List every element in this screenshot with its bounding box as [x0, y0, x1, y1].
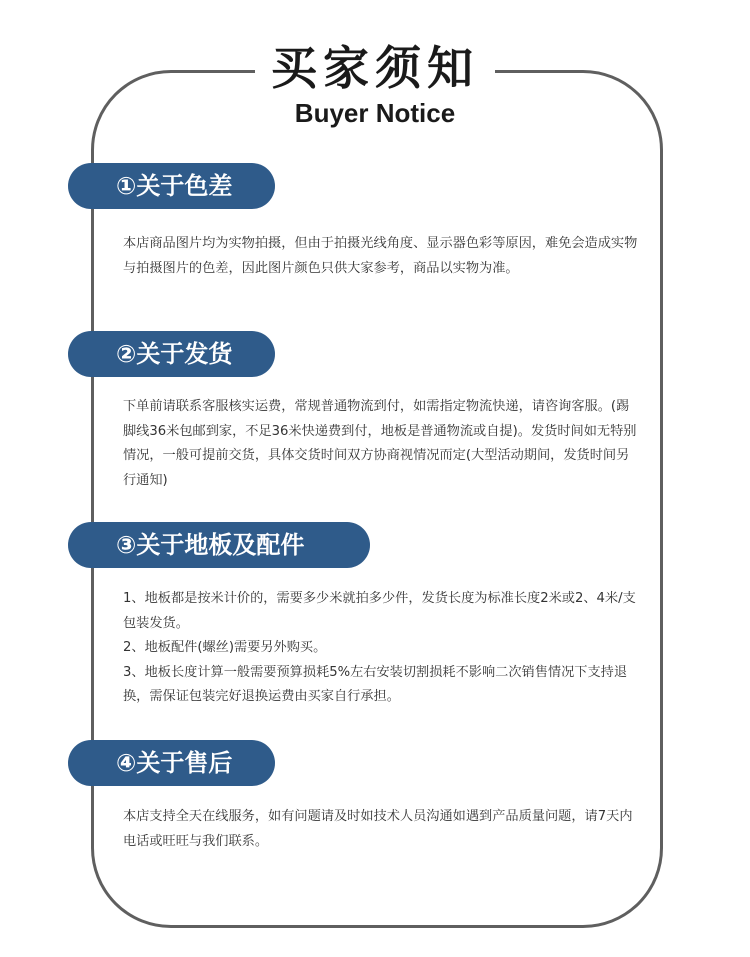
section-body-flooring-accessories	[123, 587, 638, 710]
section-heading-after-sales: ④关于售后	[68, 740, 275, 786]
body-paragraph: 本店商品图片均为实物拍摄，但由于拍摄光线角度、显示器色彩等原因，难免会造成实物与拍摄图片的色差，因此图片颜色只供大家参考，商品以实物为准。	[123, 236, 638, 276]
body-paragraph: 下单前请联系客服核实运费，常规普通物流到付，如需指定物流快递，请咨询客服。(踢脚线36米包邮到家，不足36米快递费到付，地板是普通物流或自提)。发货时间如无特别情况，一般可提前交货，具体交货时间双方协商视情况而定(大型活动期间，发货时间另行通知)	[123, 399, 637, 488]
body-paragraph: 本店支持全天在线服务，如有问题请及时如技术人员沟通如遇到产品质量问题，请7天内电话或旺旺与我们联系。	[123, 809, 633, 849]
section-body-shipping	[123, 395, 638, 493]
section-body-after-sales	[123, 805, 638, 854]
body-paragraph: 2、地板配件(螺丝)需要另外购买。	[123, 640, 327, 655]
notice-header	[255, 40, 495, 136]
section-heading-shipping: ②关于发货	[68, 331, 275, 377]
section-heading-flooring-accessories: ③关于地板及配件	[68, 522, 370, 568]
section-body-color-difference	[123, 232, 638, 281]
body-paragraph: 1、地板都是按米计价的，需要多少米就拍多少件，发货长度为标准长度2米或2、4米/支包装发货。	[123, 591, 636, 631]
section-heading-color-difference: ①关于色差	[68, 163, 275, 209]
page-title: 买家须知	[271, 41, 479, 95]
body-paragraph: 3、地板长度计算一般需要预算损耗5%左右安装切割损耗不影响二次销售情况下支持退换，需保证包装完好退换运费由买家自行承担。	[123, 664, 628, 704]
page-subtitle: Buyer Notice	[294, 98, 456, 128]
